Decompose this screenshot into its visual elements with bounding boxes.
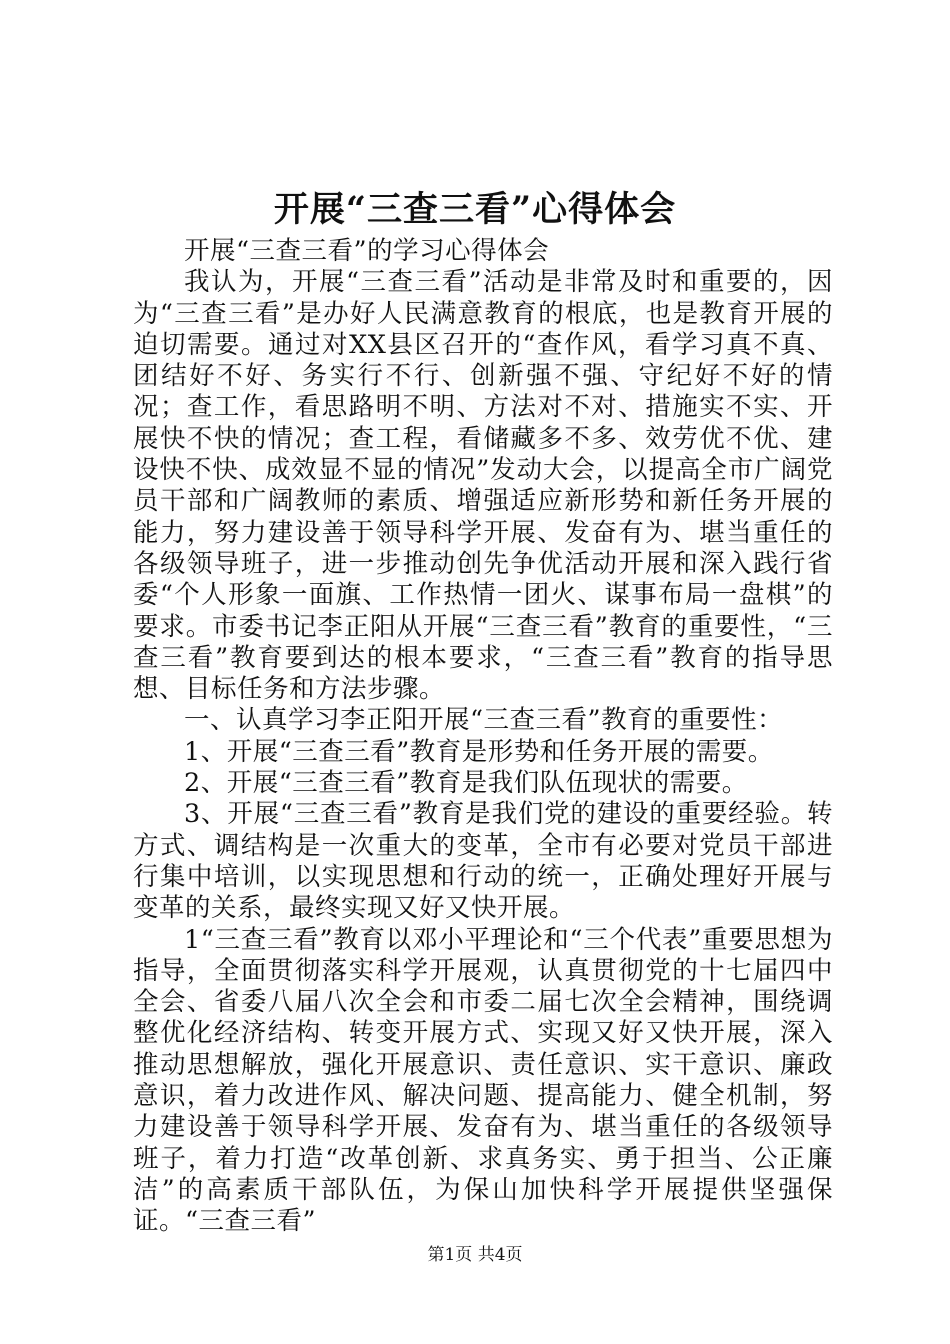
paragraph-intro: 我认为，开展“三查三看”活动是非常及时和重要的，因为“三查三看”是办好人民满意教育的根底，也是教育开展的迫切需要。通过对XX县区召开的“查作风，看学习真不真、团结好不好、务实行不行、创新强不强、守纪好不好的情况；查工作，看思路明不明、方法对不对、措施实不实、开展快不快的情况；查工程，看储藏多不多、效劳优不优、建设快不快、成效显不显的情况”发动大会，以提高全市广阔党员干部和广阔教师的素质、增强适应新形势和新任务开展的能力，努力建设善于领导科学开展、发奋有为、堪当重任的各级领导班子，进一步推动创先争优活动开展和深入践行省委“个人形象一面旗、工作热情一团火、谋事布局一盘棋”的要求。市委书记李正阳从开展“三查三看”教育的重要性，“三查三看”教育要到达的根本要求，“三查三看”教育的指导思想、目标任务和方法步骤。 <box>133 267 833 705</box>
paragraph-point-1: 1、开展“三查三看”教育是形势和任务开展的需要。 <box>184 736 774 767</box>
page-title: 开展“三查三看”心得体会 <box>273 189 677 230</box>
paragraph-guiding-thought: 1“三查三看”教育以邓小平理论和“三个代表”重要思想为指导，全面贯彻落实科学开展观，认真贯彻党的十七届四中全会、省委八届八次全会和市委二届七次全会精神，围绕调整优化经济结构、转变开展方式、实现又好又快开展，深入推动思想解放，强化开展意识、责任意识、实干意识、廉政意识，着力改进作风、解决问题、提高能力、健全机制，努力建设善于领导科学开展、发奋有为、堪当重任的各级领导班子，着力打造“改革创新、求真务实、勇于担当、公正廉洁”的高素质干部队伍，为保山加快科学开展提供坚强保证。“三查三看” <box>133 924 833 1237</box>
page-number: 第1页 共4页 <box>427 1245 523 1265</box>
document-body <box>133 236 833 1238</box>
paragraph-subtitle: 开展“三查三看”的学习心得体会 <box>184 236 550 266</box>
paragraph-point-2: 2、开展“三查三看”教育是我们队伍现状的需要。 <box>184 768 748 799</box>
paragraph-point-3: 3、开展“三查三看”教育是我们党的建设的重要经验。转方式、调结构是一次重大的变革，全市有必要对党员干部进行集中培训，以实现思想和行动的统一，正确处理好开展与变革的关系，最终实现又好又快开展。 <box>133 799 833 924</box>
paragraph-section-heading: 一、认真学习李正阳开展“三查三看”教育的重要性： <box>184 705 784 736</box>
